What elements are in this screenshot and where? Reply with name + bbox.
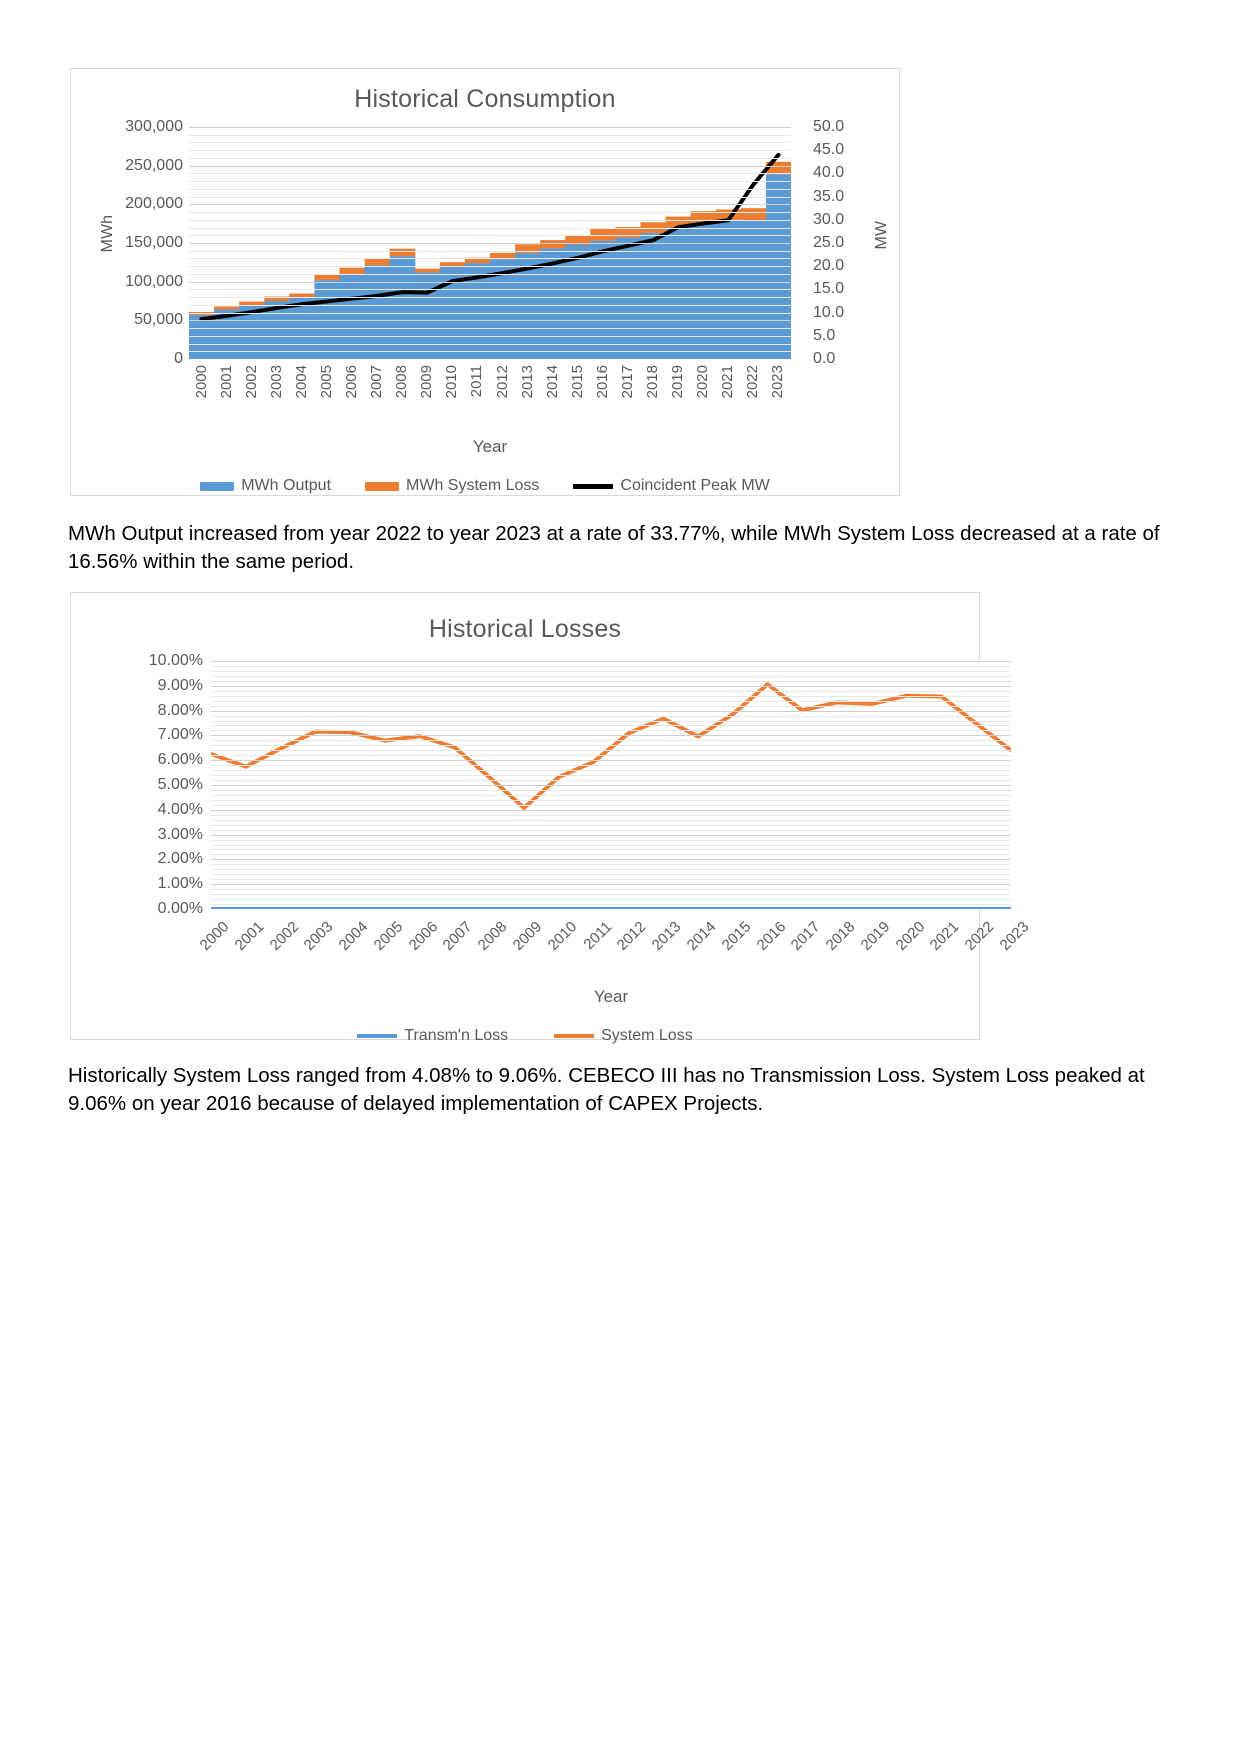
gridline (189, 320, 791, 321)
gridline (211, 770, 1011, 771)
legend-item[interactable] (200, 477, 331, 495)
x-tick-label: 2012 (493, 365, 511, 399)
losses-legend (71, 1027, 979, 1045)
gridline (211, 676, 1011, 677)
x-tick-label: 2009 (418, 365, 436, 399)
x-tick-label: 2023 (996, 918, 1033, 954)
x-tick-label: 2007 (440, 918, 476, 954)
gridline (211, 716, 1011, 717)
gridline (211, 745, 1011, 746)
y2-tick-label: 15.0 (813, 280, 845, 298)
gridline (211, 835, 1011, 836)
gridline (211, 899, 1011, 900)
x-tick-label: 2019 (669, 365, 687, 399)
gridline (189, 173, 791, 174)
gridline (211, 740, 1011, 741)
x-tick-label: 2000 (196, 918, 233, 954)
gridline (211, 775, 1011, 776)
x-tick-label: 2015 (718, 918, 755, 954)
gridline (211, 854, 1011, 855)
x-tick-label: 2018 (644, 365, 662, 399)
gridline (189, 251, 791, 252)
legend-swatch (554, 1034, 594, 1038)
gridline (189, 228, 791, 229)
legend-label: Coincident Peak MW (620, 477, 770, 494)
legend-label: MWh Output (241, 477, 332, 494)
x-tick-label: 2022 (744, 365, 762, 399)
x-tick-label: 2017 (787, 918, 824, 954)
gridline (189, 243, 791, 244)
x-tick-label: 2005 (370, 918, 407, 954)
gridline (189, 297, 791, 298)
gridline (211, 795, 1011, 796)
consumption-legend (71, 477, 899, 495)
gridline (211, 830, 1011, 831)
x-tick-label: 2011 (468, 365, 486, 398)
x-axis-ticks (189, 365, 791, 425)
gridline (211, 711, 1011, 712)
legend-swatch (357, 1034, 397, 1038)
gridline (189, 135, 791, 136)
x-tick-label: 2023 (769, 365, 787, 399)
x-tick-label: 2002 (266, 918, 302, 954)
x-tick-label: 2014 (543, 365, 561, 399)
x-tick-label: 2011 (580, 918, 615, 954)
gridline (189, 313, 791, 314)
y2-axis-title-mw: MW (873, 221, 890, 250)
bar-mwh-system-loss (540, 240, 566, 248)
legend-label: System Loss (601, 1027, 693, 1044)
gridline (211, 894, 1011, 895)
paragraph-consumption-summary: MWh Output increased from year 2022 to year 2023 at a rate of 33.77%, while MWh System Loss decreased at a rate of 16.56% within the same period. (68, 522, 1160, 574)
gridline (189, 274, 791, 275)
gridline (211, 735, 1011, 736)
x-tick-label: 2001 (217, 365, 235, 399)
gridline (189, 150, 791, 151)
gridline (211, 869, 1011, 870)
y-axis-title-mwh: MWh (99, 215, 116, 253)
y-tick-label: 1.00% (157, 875, 203, 893)
x-tick-label: 2014 (683, 918, 720, 954)
y2-tick-label: 40.0 (813, 164, 845, 182)
y-axis-ticks-right (813, 118, 873, 367)
y-tick-label: 0.00% (157, 900, 203, 917)
gridline (211, 701, 1011, 702)
gridline (211, 780, 1011, 781)
y-tick-label: 3.00% (157, 825, 203, 843)
x-tick-label: 2003 (267, 365, 285, 399)
legend-item[interactable] (573, 477, 769, 495)
gridline (211, 825, 1011, 826)
gridline (211, 815, 1011, 816)
gridline (211, 681, 1011, 682)
bar-mwh-system-loss (415, 269, 441, 273)
gridline (189, 127, 791, 128)
x-tick-label: 2008 (474, 918, 511, 954)
x-axis-title-year: Year (472, 437, 508, 456)
legend-label: Transm'n Loss (404, 1027, 509, 1044)
gridline (211, 661, 1011, 662)
bar-mwh-output (615, 238, 641, 359)
x-tick-label: 2007 (368, 365, 386, 399)
gridline (189, 204, 791, 205)
gridline (189, 328, 791, 329)
x-tick-label: 2017 (618, 365, 636, 399)
gridline (189, 158, 791, 159)
legend-item[interactable] (554, 1027, 693, 1045)
x-axis-title-year: Year (593, 987, 629, 1006)
bar-mwh-system-loss (515, 244, 541, 253)
paragraph-losses-summary: Historically System Loss ranged from 4.08% to 9.06%. CEBECO III has no Transmission Loss. System Loss peaked at 9.06% on year 2016 because of delayed implementation of CAPEX Projects. (68, 1064, 1145, 1116)
chart-title-consumption: Historical Consumption (354, 85, 616, 113)
x-tick-label: 2000 (192, 365, 210, 399)
y-tick-label: 5.00% (157, 776, 203, 793)
gridline (211, 696, 1011, 697)
y2-tick-label: 0.0 (813, 350, 836, 367)
y-tick-label: 8.00% (157, 701, 203, 719)
gridline (211, 750, 1011, 751)
gridline (211, 765, 1011, 766)
gridline (211, 790, 1011, 791)
bar-mwh-output (415, 272, 441, 359)
x-tick-label: 2015 (568, 365, 586, 399)
x-tick-label: 2012 (614, 918, 650, 954)
y-axis-ticks-left (111, 118, 183, 367)
gridline (189, 181, 791, 182)
x-tick-label: 2013 (518, 365, 536, 399)
x-tick-label: 2005 (317, 365, 335, 399)
y-tick-label: 300,000 (125, 118, 183, 135)
gridline (211, 800, 1011, 801)
bar-mwh-system-loss (314, 274, 340, 280)
x-tick-label: 2021 (927, 918, 963, 954)
legend-swatch (365, 482, 399, 491)
gridline (211, 785, 1011, 786)
gridline (211, 849, 1011, 850)
historical-consumption-chart (70, 68, 900, 496)
y-tick-label: 200,000 (125, 195, 183, 213)
gridline (211, 671, 1011, 672)
gridline (211, 730, 1011, 731)
gridline (211, 840, 1011, 841)
bar-mwh-system-loss (741, 208, 767, 220)
legend-label: MWh System Loss (406, 477, 540, 494)
gridline (211, 721, 1011, 722)
y-tick-label: 50,000 (134, 311, 183, 329)
x-tick-label: 2021 (719, 365, 737, 399)
y2-tick-label: 5.0 (813, 326, 836, 344)
bar-mwh-output (340, 274, 366, 359)
x-tick-label: 2006 (343, 365, 361, 399)
consumption-plot-wrap (71, 69, 899, 495)
x-tick-label: 2020 (892, 918, 928, 954)
gridline (211, 820, 1011, 821)
y-tick-label: 0 (174, 350, 183, 367)
gridline (211, 874, 1011, 875)
gridline (189, 344, 791, 345)
legend-item[interactable] (357, 1027, 508, 1045)
bar-mwh-output (666, 228, 692, 359)
gridline (189, 189, 791, 190)
y2-tick-label: 20.0 (813, 257, 845, 275)
gridline (211, 725, 1011, 726)
gridline (189, 305, 791, 306)
y-tick-label: 10.00% (148, 652, 203, 669)
legend-item[interactable] (365, 477, 539, 495)
bar-mwh-output (641, 233, 667, 359)
bar-mwh-system-loss (365, 259, 391, 266)
bar-mwh-system-loss (214, 306, 240, 309)
x-tick-label: 2004 (292, 365, 310, 399)
y-axis-ticks-percent (81, 652, 203, 917)
y2-tick-label: 30.0 (813, 210, 845, 228)
y-tick-label: 2.00% (157, 850, 203, 868)
legend-swatch (200, 482, 234, 491)
y-tick-label: 4.00% (157, 800, 203, 818)
x-tick-label: 2001 (231, 918, 268, 954)
y-tick-label: 250,000 (125, 156, 183, 174)
y2-tick-label: 35.0 (813, 187, 845, 205)
x-tick-label: 2009 (509, 918, 546, 954)
gridline (189, 351, 791, 352)
gridline (189, 166, 791, 167)
gridline (189, 289, 791, 290)
gridline (211, 884, 1011, 885)
x-tick-label: 2008 (393, 365, 411, 399)
gridline (189, 197, 791, 198)
gridline (211, 864, 1011, 865)
consumption-plot-area (189, 127, 791, 359)
gridline (189, 266, 791, 267)
gridline (189, 235, 791, 236)
y-tick-label: 7.00% (157, 726, 203, 744)
gridline (189, 212, 791, 213)
x-tick-label: 2004 (335, 918, 372, 954)
x-tick-label: 2016 (753, 918, 789, 954)
y2-tick-label: 50.0 (813, 118, 845, 135)
x-tick-label: 2010 (443, 365, 461, 399)
losses-plot-area (211, 661, 1011, 909)
gridline (211, 691, 1011, 692)
y2-tick-label: 10.0 (813, 303, 845, 321)
legend-swatch (573, 484, 613, 489)
gridline (211, 904, 1011, 905)
gridline (211, 760, 1011, 761)
gridline (189, 258, 791, 259)
x-axis-ticks (196, 913, 1033, 973)
y-tick-label: 150,000 (125, 234, 183, 251)
x-tick-label: 2022 (961, 918, 998, 954)
x-tick-label: 2016 (593, 365, 611, 399)
x-tick-label: 2002 (242, 365, 260, 399)
bar-mwh-output (189, 315, 215, 359)
gridline (189, 336, 791, 337)
x-tick-label: 2019 (857, 918, 894, 954)
chart-title-losses: Historical Losses (428, 615, 622, 643)
x-tick-label: 2013 (648, 918, 685, 954)
gridline (211, 686, 1011, 687)
gridline (189, 220, 791, 221)
x-tick-label: 2020 (694, 365, 712, 399)
y2-tick-label: 45.0 (813, 141, 845, 159)
gridline (211, 706, 1011, 707)
gridline (189, 142, 791, 143)
losses-plot-wrap (71, 593, 1033, 1039)
x-tick-label: 2006 (405, 918, 442, 954)
gridline (211, 879, 1011, 880)
x-tick-label: 2018 (822, 918, 859, 954)
gridline (211, 845, 1011, 846)
gridline (211, 755, 1011, 756)
x-tick-label: 2003 (301, 918, 337, 954)
gridline (189, 282, 791, 283)
historical-losses-chart (70, 592, 1033, 1044)
y-tick-label: 6.00% (157, 751, 203, 769)
gridline (211, 666, 1011, 667)
gridline (211, 859, 1011, 860)
y-tick-label: 9.00% (157, 676, 203, 694)
y2-tick-label: 25.0 (813, 234, 845, 251)
gridline (211, 805, 1011, 806)
y-tick-label: 100,000 (125, 272, 183, 290)
gridline (211, 810, 1011, 811)
x-tick-label: 2010 (544, 918, 581, 954)
gridline (211, 889, 1011, 890)
